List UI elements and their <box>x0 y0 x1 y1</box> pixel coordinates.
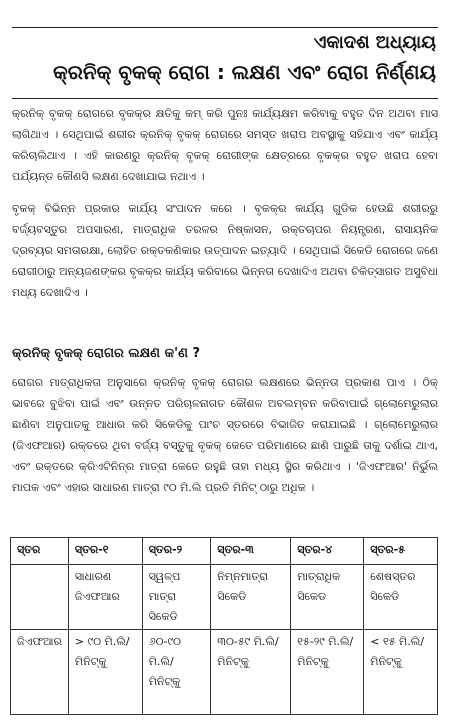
table-row <box>11 630 438 715</box>
table-cell: ଶେଷସ୍ତର ସିକେଡି <box>364 565 438 630</box>
header-cell: ସ୍ତର-୧ <box>68 538 142 565</box>
table-cell: ୧୫-୨୯ ମି.ଲି/ ମିନିଟ୍କୁ <box>291 630 364 715</box>
table-cell: ନିମ୍ନମାତ୍ରା ସିକେଡି <box>211 565 291 630</box>
table-row <box>11 565 438 630</box>
paragraph-3: ରୋଗର ମାତ୍ରାଧିକତା ଅନୁସାରେ କ୍ରନିକ୍ ବୃକକ୍ ରୋଗର ଲକ୍ଷଣରେ ଭିନ୍ନତା ପ୍ରକାଶ ପାଏ । ଠିକ୍ ଭାବରେ ବୁଝିବା ପାଇଁ ଏବଂ ଉନ୍ନତ ପରିଚାଳନାଗତ କୌଶଳ ଅବଲମ୍ବନ କରିବାପାଇଁ ଗ୍ଲୋମେରୁଲାର ଛାଣିବା ଅନୁପାତକୁ ଆଧାର କରି ସିକେଡିକୁ ପାଂଚ ସ୍ତରରେ ବିଭାଜିତ କରାଯାଇଛି । ଗ୍ଲୋମେରୁଲାର (ଜିଏଫଆର) ରକ୍ତରେ ଥିବା ବର୍ଜ୍ୟ ବସ୍ତୁକୁ ବୃକକ୍ କେତେ ପରିମାଣରେ ଛାଣି ପାରୁଛି ତାକୁ ଦର୍ଶାଇ ଥାଏ, ଏବଂ ରକ୍ତରେ କ୍ରିଏଟିନିନ୍ର ମାତ୍ରା କେତେ ରହୁଛି ତାହା ମଧ୍ୟ ସ୍ଥିର କରିଥାଏ । 'ଜିଏଫଆର' ନିର୍ଭୁଲ ମାପକ ଏବଂ ଏହାର ସାଧାରଣ ମାତ୍ରା ୯୦ ମି.ଲି ପ୍ରତି ମିନିଟ୍ ଠାରୁ ଅଧିକ । <box>12 376 438 494</box>
chapter-label: ଏକାଦଶ ଅଧ୍ୟାୟ <box>313 32 436 53</box>
top-divider <box>12 27 438 28</box>
table-cell: ସ୍ୱଳ୍ପ ମାତ୍ରା ସିକେଡି <box>142 565 211 630</box>
header-cell: ସ୍ତର-୩ <box>211 538 291 565</box>
table-cell: ମାତ୍ରାଧିକ ସିକେଡ <box>291 565 364 630</box>
section-heading: କ୍ରନିକ୍ ବୃକକ୍ ରୋଗର ଲକ୍ଷଣ କ'ଣ ? <box>12 346 201 361</box>
header-cell: ସ୍ତର-୪ <box>291 538 364 565</box>
ckd-stage-table <box>10 537 438 715</box>
paragraph-2: ବୃକକ୍ ବିଭିନ୍ନ ପ୍ରକାର କାର୍ଯ୍ୟ ସଂପାଦନ କରେ । ବୃକକ୍ର କାର୍ଯ୍ୟ ଗୁଡିକ ହେଉଛି ଶରୀରରୁ ବର୍ଜ୍ୟବସ୍ତୁର ଅପସାରଣ, ମାତ୍ରାଧିକ ତରଳର ନିଷ୍କାସନ, ରକ୍ତଚାପର ନିୟନ୍ତ୍ରଣ, ରାସାୟନିକ ଦ୍ରବ୍ୟର ସମତାରକ୍ଷା, ଲୋହିତ ରକ୍ତକଣିକାର ଉତ୍ପାଦନ ଇତ୍ୟାଦି । ସେଥିପାଇଁ ସିକେଡି ରୋଗରେ ଜଣେ ରୋଗୀଠାରୁ ଅନ୍ୟଜଣଙ୍କର ବୃକକ୍ର କାର୍ଯ୍ୟ କରିବାରେ ଭିନ୍ନତା ଦେଖାଦିଏ ଅଥବା ଚିକିତ୍ସାଗତ ଅସୁବିଧା ମଧ୍ୟ ଦେଖାଦିଏ । <box>12 202 438 299</box>
table-cell: > ୯୦ ମି.ଲି/ ମିନିଟ୍କୁ <box>68 630 142 715</box>
table-cell: < ୧୫ ମି.ଲି/ ମିନିଟ୍କୁ <box>364 630 438 715</box>
header-cell: ସ୍ତର-୨ <box>142 538 211 565</box>
table-cell <box>11 565 69 630</box>
paragraph-1: କ୍ରନିକ୍ ବୃକକ୍ ରୋଗରେ ବୃକକ୍ର କ୍ଷତିକୁ କମ୍ କରି ପୁନଃ କାର୍ଯ୍ୟକ୍ଷମ କରିବାକୁ ବହୁତ ଦିନ ଅଥବା ମାସ ଲାଗିଥାଏ । ସେଥିପାଇଁ ଶରୀର କ୍ରନିକ୍ ବୃକକ୍ ରୋଗରେ ସମସ୍ତ ଖରାପ ଅବସ୍ଥାକୁ ସହିଯାଏ ଏବଂ କାର୍ଯ୍ୟ କରିଚାଲିଥାଏ । ଏହି କାରଣରୁ କ୍ରନିକ୍ ବୃକକ୍ ରୋଗୀଙ୍କ କ୍ଷେତ୍ରରେ ବୃକକ୍ର ବହୁତ ଖରାପ ହେବା ପର୍ଯ୍ୟନ୍ତ କୌଣସି ଲକ୍ଷଣ ଦେଖାଯାଇ ନଥାଏ । <box>12 107 438 183</box>
table-cell: ୩୦-୫୯ ମି.ଲି/ ମିନିଟ୍କୁ <box>211 630 291 715</box>
chapter-title: କ୍ରନିକ୍ ବୃକକ୍ ରୋଗ : ଲକ୍ଷଣ ଏବଂ ରୋଗ ନିର୍ଣ୍ଣୟ <box>52 60 436 84</box>
table-header-row <box>11 538 438 565</box>
title-divider <box>12 98 438 99</box>
table-cell: ସାଧାରଣ ଜିଏଫଆର <box>68 565 142 630</box>
table-cell: ଜିଏଫଆର <box>11 630 69 715</box>
header-cell: ସ୍ତର <box>11 538 69 565</box>
table-cell: ୬୦-୯୦ ମି.ଲି/ ମିନିଟ୍କୁ <box>142 630 211 715</box>
header-cell: ସ୍ତର-୫ <box>364 538 438 565</box>
